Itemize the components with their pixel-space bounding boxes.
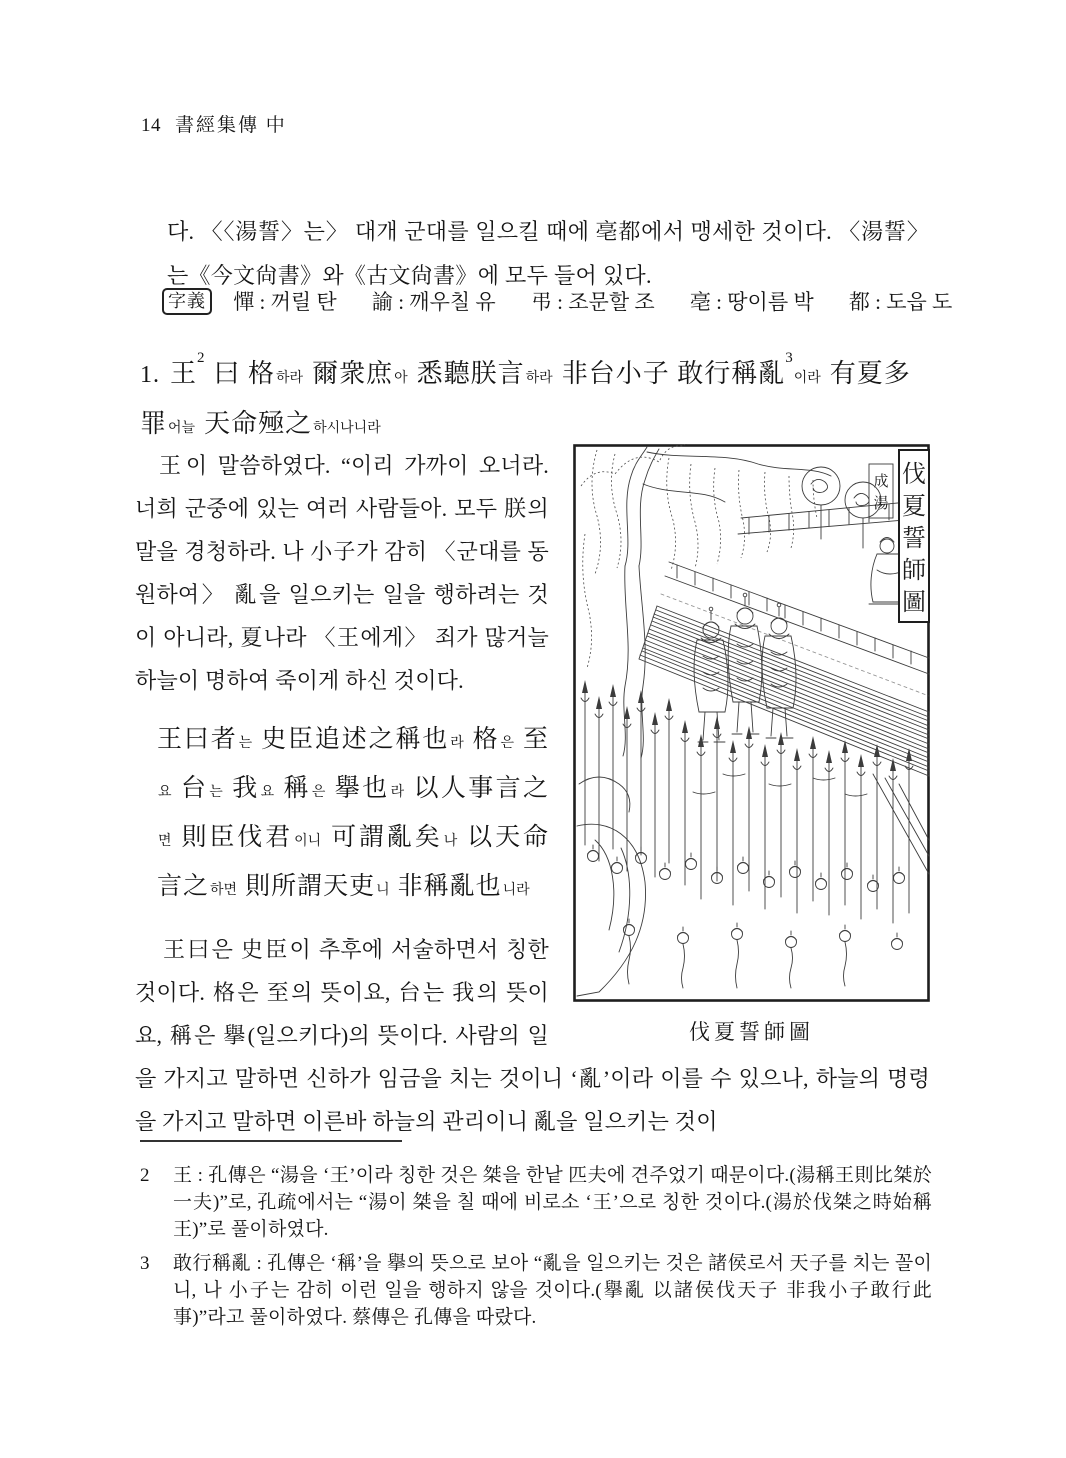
eumto-annotation: 하면 (210, 883, 238, 898)
eumto-annotation: 어늘 (168, 420, 196, 436)
verse-number: 1. (140, 361, 160, 388)
footnote-divider (140, 1140, 402, 1142)
commentary-segment: 以人事言之면 (158, 775, 549, 849)
commentary-segment: 王曰者는 (157, 726, 253, 753)
seongtang-char: 湯 (873, 496, 889, 512)
footnote-text: 王 : 孔傳은 “湯을 ‘王’이라 칭한 것은 桀을 한낱 匹夫에 견주었기 때문이다.(湯稱王則比桀於一夫)”로, 孔疏에서는 “湯이 桀을 칠 때에 비로소 ‘王’으로 칭한 것이다.(湯於伐桀之時始稱王)”로 풀이하였다. (173, 1165, 932, 1240)
woodblock-figure (573, 444, 930, 1046)
eumto-annotation: 이니 (294, 834, 322, 849)
eumto-annotation: 는 (209, 785, 223, 800)
commentary-segment: 史臣追述之稱也라 (260, 726, 464, 753)
eumto-annotation: 나 (443, 834, 458, 849)
scripture-segment: 非台小子 敢行稱亂$^3$이라 (561, 350, 821, 388)
gloss-entry: 都 : 도읍 도 (848, 290, 953, 314)
main-content (135, 444, 930, 1143)
cartouche-char: 師 (902, 558, 926, 584)
title-cartouche (899, 450, 929, 622)
gloss-entry: 諭 : 깨우칠 유 (371, 290, 496, 314)
gloss-entry: 亳 : 땅이름 박 (689, 290, 814, 314)
scripture-segment: 天命殛之하시나니라 (204, 408, 381, 438)
eumto-annotation: 면 (158, 834, 172, 849)
commentary-segment: 則所謂天吏니 (245, 873, 390, 900)
eumto-annotation: 라 (390, 785, 405, 800)
commentary-segment: 非稱亂也니라 (397, 873, 530, 900)
scripture-segment: 有夏多罪어늘 (140, 358, 911, 438)
commentary-segment: 稱은 (282, 775, 326, 802)
cartouche-char: 圖 (902, 590, 926, 616)
eumto-annotation: 은 (311, 785, 326, 800)
eumto-annotation: 는 (238, 736, 253, 751)
commentary-segment: 至요 (158, 726, 549, 800)
eumto-annotation: 하시나니라 (313, 420, 381, 436)
scripture-segment: 爾衆庶아 (312, 358, 408, 388)
commentary-segment: 擧也라 (333, 775, 405, 802)
woodblock-illustration (573, 444, 930, 1002)
commentary-segment: 台는 (179, 775, 223, 802)
gloss-entry: 憚 : 꺼릴 탄 (233, 290, 337, 314)
commentary-segment: 以天命言之하면 (157, 824, 549, 900)
character-gloss-row (162, 286, 953, 316)
cartouche-char: 伐 (902, 462, 926, 488)
figure-caption: 伐夏誓師圖 (689, 1020, 814, 1044)
footnote-number: 3 (140, 1253, 150, 1274)
commentary-translation: 王曰은 史臣이 추후에 서술하면서 칭한 것이다. 格은 至의 뜻이요, 台는 我의 뜻이요, 稱은 擧(일으키다)의 뜻이다. 사람의 일을 가지고 말하면 신하가 임금을 치는 것이니 ‘亂’이라 이를 수 있으나, 하늘의 명령을 가지고 말하면 이른바 하늘의 관리이니 亂을 일으키는 것이 (135, 937, 930, 1134)
cartouche-char: 誓 (902, 526, 926, 552)
jaui-label: 字義 (162, 288, 212, 315)
eumto-annotation: 이라 (793, 370, 821, 386)
scripture-text (140, 346, 932, 451)
book-title: 書經集傳 中 (175, 115, 287, 136)
commentary-segment: 可謂亂矣나 (329, 824, 458, 851)
footnotes-section (140, 1140, 932, 1338)
gloss-entry: 弔 : 조문할 조 (530, 290, 655, 314)
scripture-translation: 王이 말씀하였다. “이리 가까이 오너라. 너희 군중에 있는 여러 사람들아. 모두 朕의 말을 경청하라. 나 小子가 감히 〈군대를 동원하여〉 亂을 일으키는 일을 행하려는 것이 아니라, 夏나라 〈王에게〉 죄가 많거늘 하늘이 명하여 죽이게 하신 것이다. (135, 453, 549, 693)
footnote-number: 2 (140, 1165, 150, 1186)
page-number: 14 (141, 115, 161, 136)
intro-paragraph: 다. 〈〈湯誓〉는〉 대개 군대를 일으킬 때에 亳都에서 맹세한 것이다. 〈湯誓〉는《今文尙書》와《古文尙書》에 모두 들어 있다. (167, 219, 929, 288)
footnote (140, 1250, 932, 1331)
eumto-annotation: 니라 (502, 883, 530, 898)
commentary-segment: 我요 (230, 775, 275, 802)
eumto-annotation: 하라 (525, 370, 553, 386)
footnote (140, 1162, 932, 1243)
commentary-segment: 則臣伐君이니 (179, 824, 322, 851)
footnote-ref-2: 2 (197, 350, 205, 366)
scripture-segment: 悉聽朕言하라 (416, 358, 553, 388)
eumto-annotation: 은 (500, 736, 515, 751)
seongtang-char: 成 (873, 474, 889, 490)
footnote-text: 敢行稱亂 : 孔傳은 ‘稱’을 擧의 뜻으로 보아 “亂을 일으키는 것은 諸侯로서 天子를 치는 꼴이니, 나 小子는 감히 이런 일을 행하지 않을 것이다.(擧亂 以諸侯伐天子 非我小子敢行此事)”라고 풀이하였다. 蔡傳은 孔傳을 따랐다. (173, 1253, 932, 1328)
eumto-annotation: 니 (376, 883, 390, 898)
cartouche-char: 夏 (902, 494, 926, 520)
eumto-annotation: 아 (394, 370, 408, 386)
commentary-segment: 格은 (471, 726, 515, 753)
page-header (141, 110, 287, 137)
scripture-segment: 王$^2$ (170, 350, 205, 388)
eumto-annotation: 라 (450, 736, 464, 751)
eumto-annotation: 요 (260, 785, 275, 800)
eumto-annotation: 요 (158, 785, 172, 800)
eumto-annotation: 하라 (276, 370, 304, 386)
scripture-segment: 曰 格하라 (213, 358, 304, 388)
footnote-ref-3: 3 (785, 350, 793, 366)
